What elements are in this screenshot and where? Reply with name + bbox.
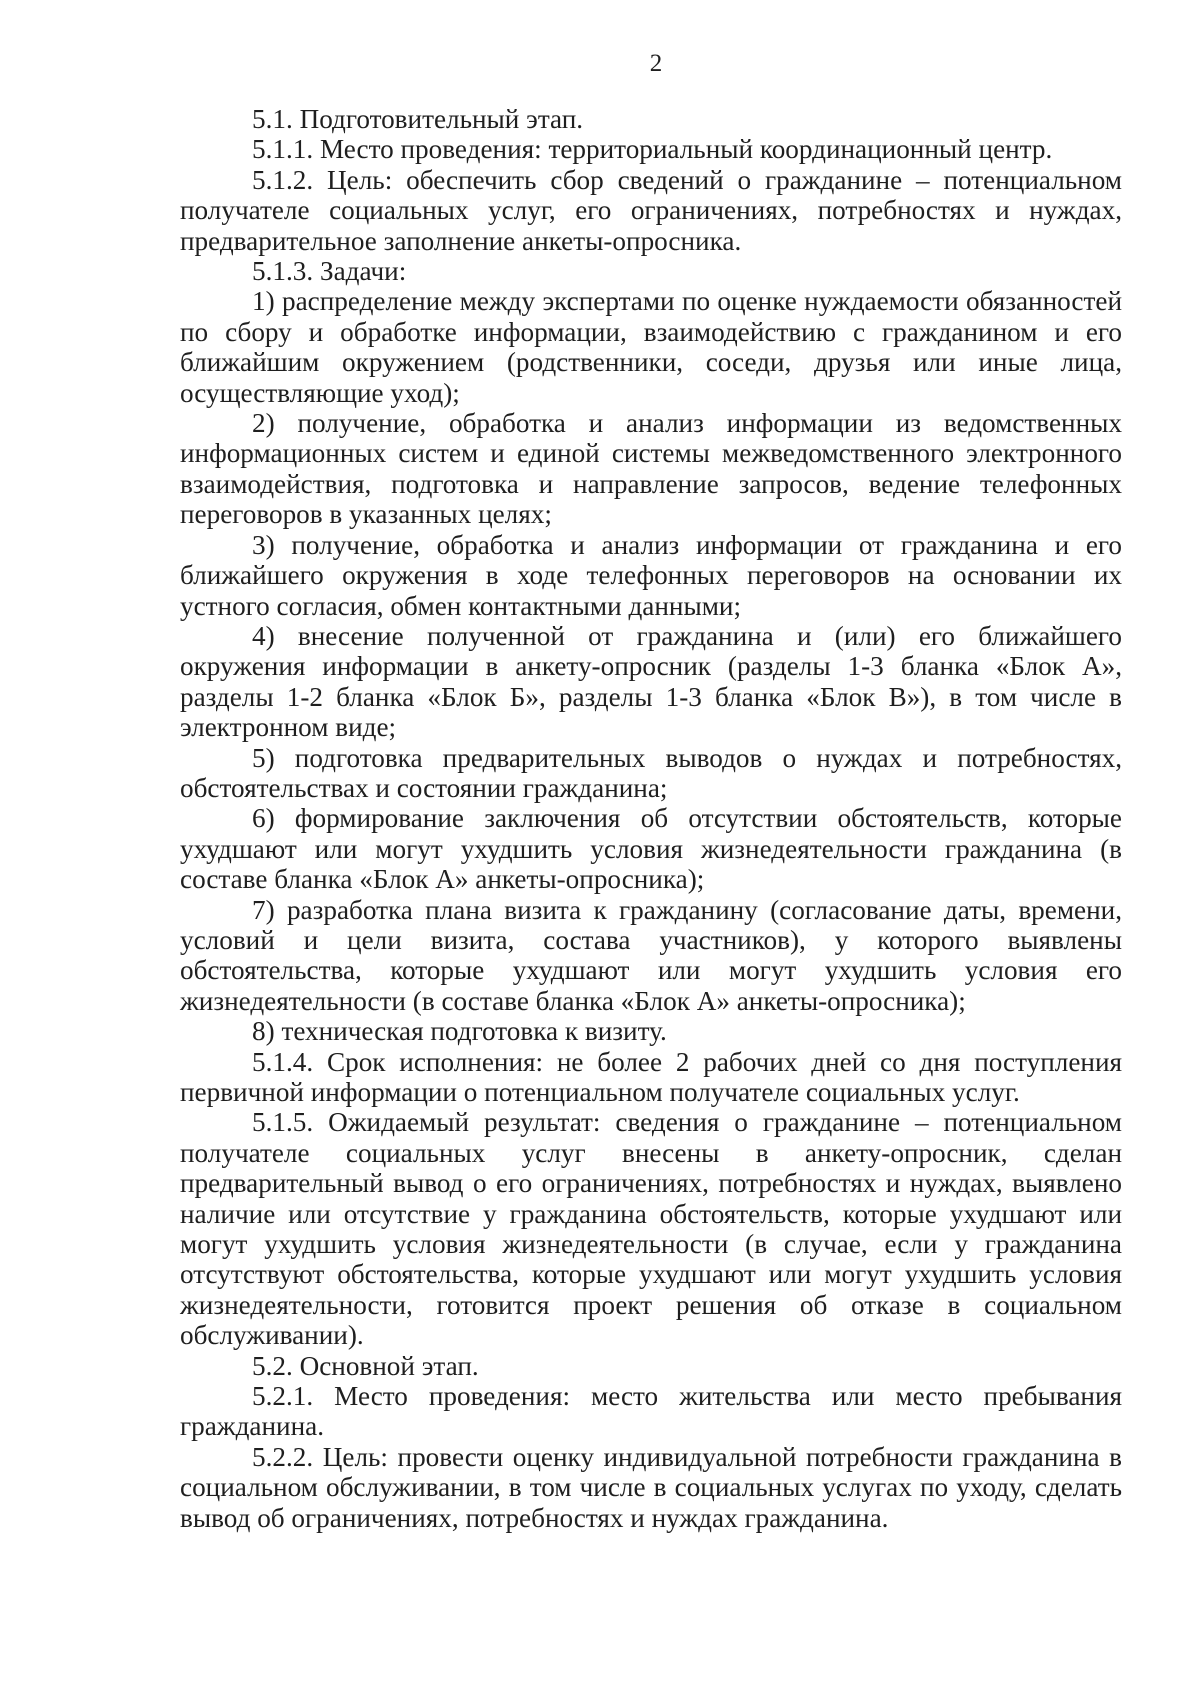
task-item-7: 7) разработка плана визита к гражданину (согласование даты, времени, условий и цели визита, состава участников), у которого выявлены обстоятельства, которые ухудшают или могут ухудшить условия его жизнедеятельности (в составе бланка «Блок А» анкеты-опросника); [180,894,1122,1016]
paragraph-5-2-1: 5.2.1. Место проведения: место жительства или место пребывания гражданина. [180,1381,1122,1442]
paragraph-5-1-4: 5.1.4. Срок исполнения: не более 2 рабочих дней со дня поступления первичной информации о потенциальном получателе социальных услуг. [180,1046,1122,1107]
section-heading-5-2: 5.2. Основной этап. [252,1350,479,1381]
paragraph-5-1-1: 5.1.1. Место проведения: территориальный координационный центр. [252,134,1053,165]
paragraph-5-1-5: 5.1.5. Ожидаемый результат: сведения о гражданине – потенциальном получателе социальных услуг внесены в анкету-опросник, сделан предварительный вывод о его ограничениях, потребностях и нуждах, выявлено наличие или отсутствие у гражданина обстоятельств, которые ухудшают или могут ухудшить условия жизнедеятельности (в случае, если у гражданина отсутствуют обстоятельства, которые ухудшают или могут ухудшить условия жизнедеятельности, готовится проект решения об отказе в социальном обслуживании). [180,1107,1122,1351]
task-item-6: 6) формирование заключения об отсутствии обстоятельств, которые ухудшают или могут ухудшить условия жизнедеятельности гражданина (в составе бланка «Блок А» анкеты-опросника); [180,803,1122,895]
task-item-2: 2) получение, обработка и анализ информации из ведомственных информационных систем и единой системы межведомственного электронного взаимодействия, подготовка и направление запросов, ведение телефонных переговоров в указанных целях; [180,408,1122,530]
paragraph-5-2-2: 5.2.2. Цель: провести оценку индивидуальной потребности гражданина в социальном обслуживании, в том числе в социальных услугах по уходу, сделать вывод об ограничениях, потребностях и нуждах гражданина. [180,1441,1122,1533]
task-item-3: 3) получение, обработка и анализ информации от гражданина и его ближайшего окружения в ходе телефонных переговоров на основании их устного согласия, обмен контактными данными; [180,529,1122,621]
task-item-8: 8) техническая подготовка к визиту. [252,1016,667,1047]
section-heading-5-1: 5.1. Подготовительный этап. [252,104,584,134]
task-item-4: 4) внесение полученной от гражданина и (или) его ближайшего окружения информации в анкету-опросник (разделы 1-3 бланка «Блок А», разделы 1-2 бланка «Блок Б», разделы 1-3 бланка «Блок В»), в том числе в электронном виде; [180,620,1122,743]
page-number: 2 [649,50,663,77]
paragraph-5-1-2: 5.1.2. Цель: обеспечить сбор сведений о гражданине – потенциальном получателе социальных услуг, его ограничениях, потребностях и нуждах, предварительное заполнение анкеты-опросника. [180,164,1122,256]
task-item-5: 5) подготовка предварительных выводов о нуждах и потребностях, обстоятельствах и состоянии гражданина; [180,742,1122,803]
paragraph-5-1-3: 5.1.3. Задачи: [252,256,407,287]
document-body [180,104,1122,1533]
task-item-1: 1) распределение между экспертами по оценке нуждаемости обязанностей по сбору и обработке информации, взаимодействию с гражданином и его ближайшим окружением (родственники, соседи, друзья или иные лица, осуществляющие уход); [180,286,1122,408]
